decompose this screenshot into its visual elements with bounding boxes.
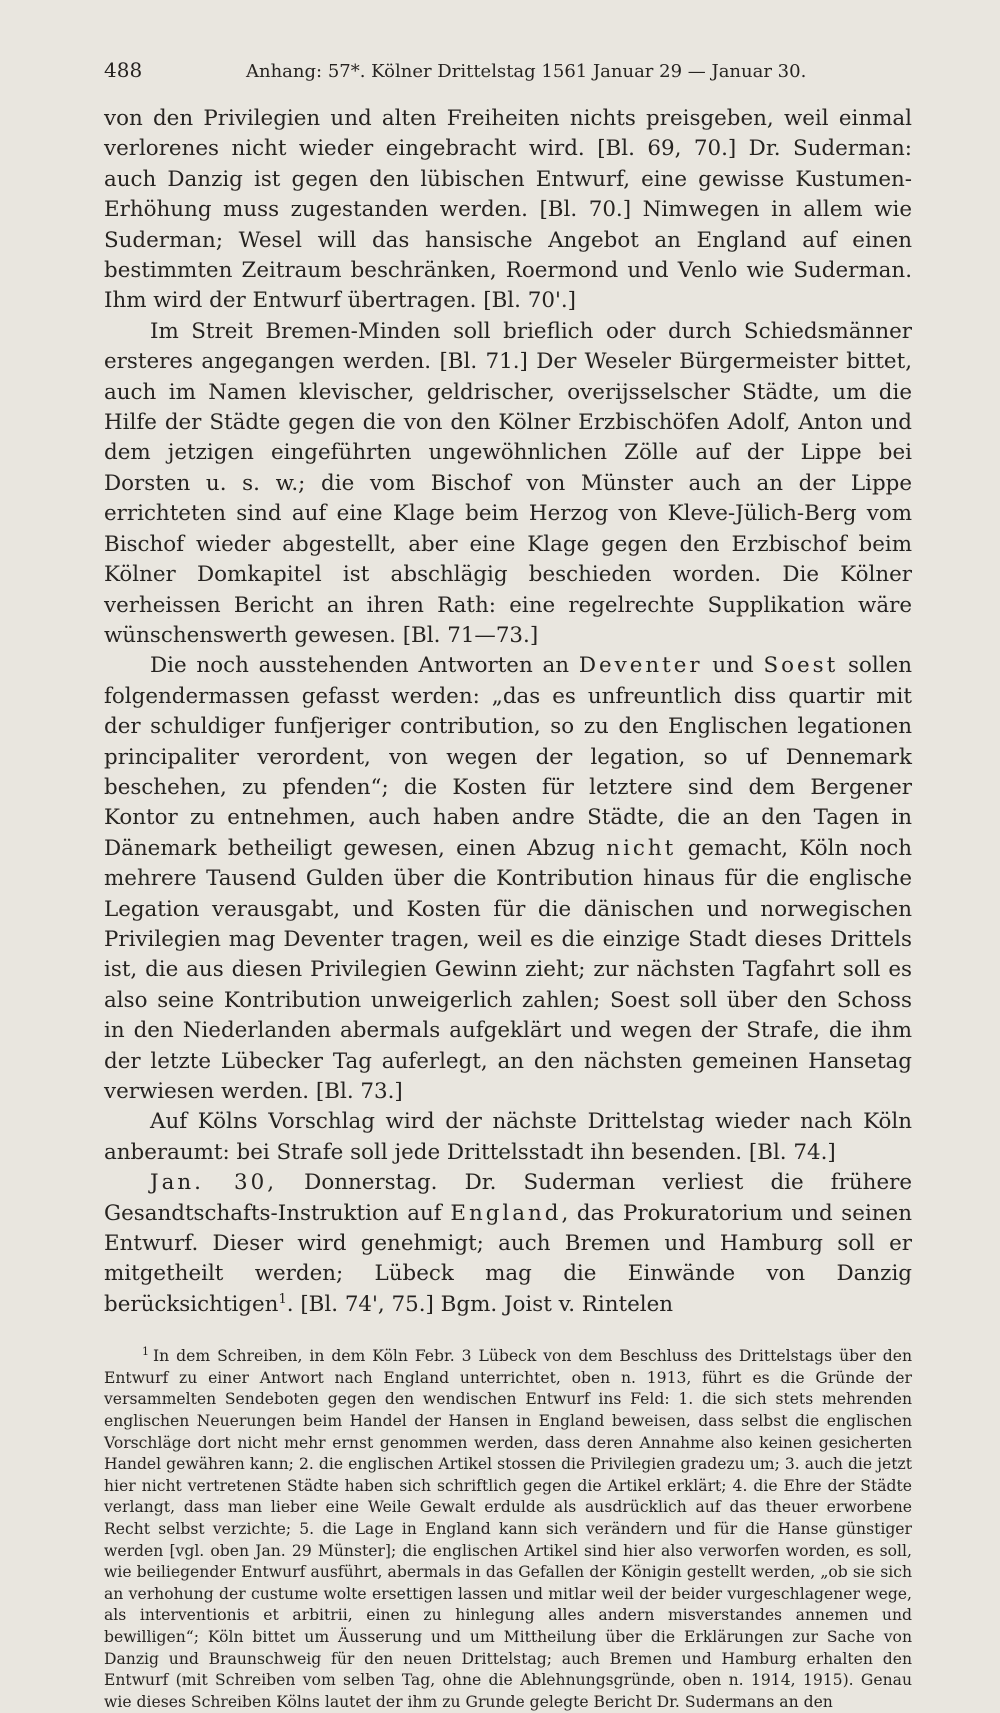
footnotes xyxy=(104,1346,912,1713)
paragraph-2: Im Streit Bremen-Minden soll brieflich oder durch Schiedsmänner ersteres angegangen werden. [Bl. 71.] Der Weseler Bürgermeister bittet, auch im Namen klevischer, geldrischer, overijsselscher Städte, um die Hilfe der Städte gegen die von den Kölner Erzbischöfen Adolf, Anton und dem jetzigen eingeführten ungewöhnlichen Zölle auf der Lippe bei Dorsten u. s. w.; die vom Bischof von Münster auch an der Lippe errichteten sind auf eine Klage beim Herzog von Kleve-Jülich-Berg vom Bischof wieder abgestellt, aber eine Klage gegen den Erzbischof beim Kölner Domkapitel ist abschlägig beschieden worden. Die Kölner verheissen Bericht an ihren Rath: eine regelrechte Supplikation wäre wünschenswerth gewesen. [Bl. 71—73.] xyxy=(104,318,912,648)
paragraph-3-text-d: gemacht, Köln noch mehrere Tausend Gulden über die Kontribution hinaus für die englische Legation verausgabt, und Kosten für die dänischen und norwegischen Privilegien mag Deventer tragen, weil es die einzige Stadt dieses Drittels ist, die aus diesen Privilegien Gewinn zieht; zur nächsten Tagfahrt soll es also seine Kontribution unweigerlich zahlen; Soest soll über den Schoss in den Niederlanden abermals aufgeklärt und wegen der Strafe, die ihm der letzte Lübecker Tag auferlegt, an den nächsten gemeinen Hansetag verwiesen werden. [Bl. 73.] xyxy=(104,835,912,1104)
paragraph-3-text-b: und xyxy=(702,653,764,679)
spaced-england: England xyxy=(450,1200,562,1226)
paragraph-5-text-b: , das Prokuratorium und seinen Entwurf. Dieser wird genehmigt; auch Bremen und Hamburg soll er mitgetheilt werden; Lübeck mag die Einwände von Danzig berücksichtigen xyxy=(104,1200,912,1317)
paragraph-5 xyxy=(104,1168,912,1320)
main-text xyxy=(104,104,912,1320)
paragraph-3 xyxy=(104,651,912,1107)
footnote-mark: 1 xyxy=(142,1345,149,1359)
footnote-text: In dem Schreiben, in dem Köln Febr. 3 Lübeck von dem Beschluss des Drittelstags über den Entwurf zu einer Antwort nach England unterrichtet, oben n. 1913, führt es die Gründe der versammelten Sendeboten gegen den wendischen Entwurf ins Feld: 1. die sich stets mehrenden englischen Neuerungen beim Handel der Hansen in England beweisen, dass selbst die englischen Vorschläge dort nicht mehr ernst genommen werden, dass deren Annahme also keinen gesicherten Handel gewähren kann; 2. die englischen Artikel stossen die Privilegien gradezu um; 3. auch die jetzt hier nicht vertretenen Städte haben sich schriftlich gegen die Artikel erklärt; 4. die Ehre der Städte verlangt, dass man lieber eine Weile Gewalt erdulde als ausdrücklich auf das theuer erworbene Recht selbst verzichte; 5. die Lage in England kann sich verändern und für die Hanse günstiger werden [vgl. oben Jan. 29 Münster]; die englischen Artikel sind hier also verworfen worden, es soll, wie beiliegender Entwurf ausführt, abermals in das Gefallen der Königin gestellt werden, „ob sie sich an verhohung der custume wolte ersettigen lassen und mitlar weil der beider vurgeschlagener wege, als interventionis et arbitrii, einen zu hinlegung alles andern misverstandes annemen und bewilligen“; Köln bittet um Äusserung und um Mittheilung über die Erklärungen zur Sache von Danzig und Braunschweig für den neuen Drittelstag; auch Bremen und Hamburg erhalten den Entwurf (mit Schreiben vom selben Tag, ohne die Ablehnungsgründe, oben n. 1914, 1915). Genau wie dieses Schreiben Kölns lautet der ihm zu Grunde gelegte Bericht Dr. Sudermans an den xyxy=(104,1347,912,1711)
spaced-soest: Soest xyxy=(763,653,839,679)
date-marker: Jan. 30, xyxy=(150,1170,278,1196)
running-head xyxy=(104,58,912,90)
spaced-nicht: nicht xyxy=(606,835,677,861)
paragraph-3-text-a: Die noch ausstehenden Antworten an xyxy=(150,653,579,679)
footnote-1 xyxy=(104,1346,912,1713)
page-number: 488 xyxy=(104,58,143,82)
running-title: Anhang: 57*. Kölner Drittelstag 1561 Januar 29 — Januar 30. xyxy=(246,61,807,82)
paragraph-5-text-a: Donnerstag. Dr. Suderman verliest die frühere Gesandtschafts-Instruktion auf xyxy=(104,1170,912,1226)
footnote-reference[interactable]: 1 xyxy=(278,1291,287,1307)
paragraph-4: Auf Kölns Vorschlag wird der nächste Drittelstag wieder nach Köln anberaumt: bei Strafe soll jede Drittelsstadt ihn besenden. [Bl. 74.] xyxy=(104,1109,912,1165)
paragraph-1: von den Privilegien und alten Freiheiten nichts preisgeben, weil einmal verlorenes nicht wieder eingebracht wird. [Bl. 69, 70.] Dr. Suderman: auch Danzig ist gegen den lübischen Entwurf, eine gewisse Kustumen-Erhöhung muss zugestanden werden. [Bl. 70.] Nimwegen in allem wie Suderman; Wesel will das hansische Angebot an England auf einen bestimmten Zeitraum beschränken, Roermond und Venlo wie Suderman. Ihm wird der Entwurf übertragen. [Bl. 70'.] xyxy=(104,106,912,314)
paragraph-3-text-c: sollen folgendermassen gefasst werden: „das es unfreuntlich diss quartir mit der schuldiger funfjeriger contribution, so zu den Englischen legationen principaliter verordent, von wegen der legation, so uf Dennemark beschehen, zu pfenden“; die Kosten für letztere sind dem Bergener Kontor zu entnehmen, auch haben andre Städte, die an den Tagen in Dänemark betheiligt gewesen, einen Abzug xyxy=(104,653,912,861)
spaced-deventer: Deventer xyxy=(578,653,703,679)
paragraph-5-text-c: . [Bl. 74', 75.] Bgm. Joist v. Rintelen xyxy=(286,1291,674,1317)
